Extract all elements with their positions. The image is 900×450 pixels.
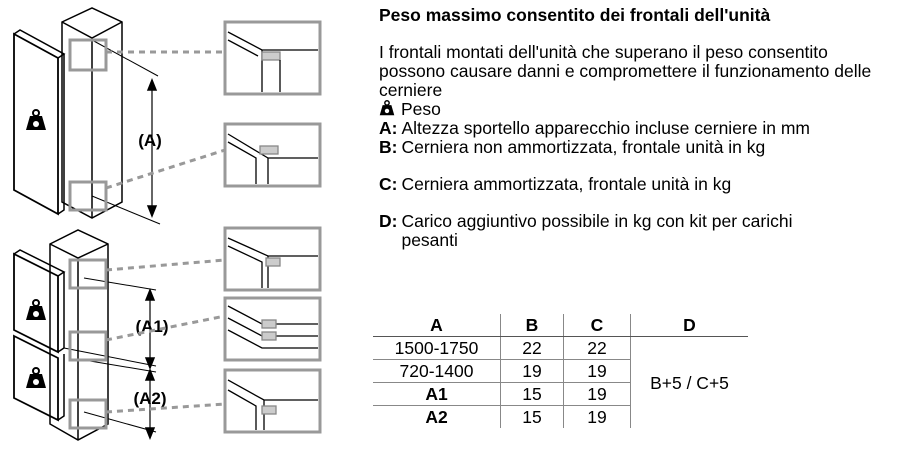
header-b: B — [501, 314, 564, 337]
legend-a — [379, 119, 894, 138]
legend-c — [379, 175, 894, 194]
table-row — [373, 337, 748, 360]
legend-b-key: B: — [379, 137, 398, 157]
weight-table — [373, 314, 748, 428]
cell-b: 22 — [501, 337, 564, 360]
lower-hinge-box — [70, 182, 106, 210]
label-a: (A) — [138, 131, 162, 150]
cell-c: 19 — [564, 406, 631, 429]
weight-icon — [379, 100, 395, 116]
legend-a-key: A: — [379, 118, 398, 138]
intro-paragraph: I frontali montati dell'unità che superano il peso consentito possono causare danni e compromettere il funzionamento delle cerniere — [379, 42, 872, 100]
legend-b-text: Cerniera non ammortizzata, frontale unità in kg — [401, 137, 766, 157]
legend-a-text: Altezza sportello apparecchio incluse cerniere in mm — [401, 118, 810, 138]
cell-c: 19 — [564, 360, 631, 383]
lower-door-weight-icon — [26, 368, 46, 388]
detail-a2-lower-hinge — [225, 370, 320, 432]
detail-lower-hinge — [225, 124, 320, 186]
legend-c-key: C: — [379, 174, 398, 194]
label-a1: (A1) — [135, 317, 169, 336]
header-d: D — [631, 314, 749, 337]
legend-b — [379, 138, 894, 157]
header-c: C — [564, 314, 631, 337]
legend-d-key: D: — [379, 211, 398, 231]
cell-b: 15 — [501, 406, 564, 429]
hinge-diagram — [0, 0, 370, 450]
legend-c-text: Cerniera ammortizzata, frontale unità in kg — [401, 174, 732, 194]
detail-middle-hinges — [225, 298, 320, 360]
section-title: Peso massimo consentito dei frontali dell'unità — [379, 5, 771, 25]
legend-weight-label: Peso — [401, 99, 441, 119]
cell-b: 19 — [501, 360, 564, 383]
legend-weight — [379, 100, 894, 119]
header-a: A — [373, 314, 501, 337]
legend-d-text: Carico aggiuntivo possibile in kg con kit per carichi pesanti — [401, 211, 793, 250]
cell-c: 19 — [564, 383, 631, 406]
cell-b: 15 — [501, 383, 564, 406]
cell-d: B+5 / C+5 — [631, 337, 749, 429]
cell-a: 1500-1750 — [394, 338, 479, 358]
cell-a: 720-1400 — [373, 360, 501, 383]
label-a2: (A2) — [133, 389, 167, 408]
cell-a: A1 — [373, 383, 501, 406]
table-header-row — [373, 314, 748, 337]
cell-a: A2 — [373, 406, 501, 429]
legend-d — [379, 212, 894, 250]
upper-door-weight-icon — [26, 300, 46, 320]
info-panel — [379, 6, 894, 250]
cell-c: 22 — [564, 337, 631, 360]
top-door-weight-icon — [26, 110, 46, 130]
